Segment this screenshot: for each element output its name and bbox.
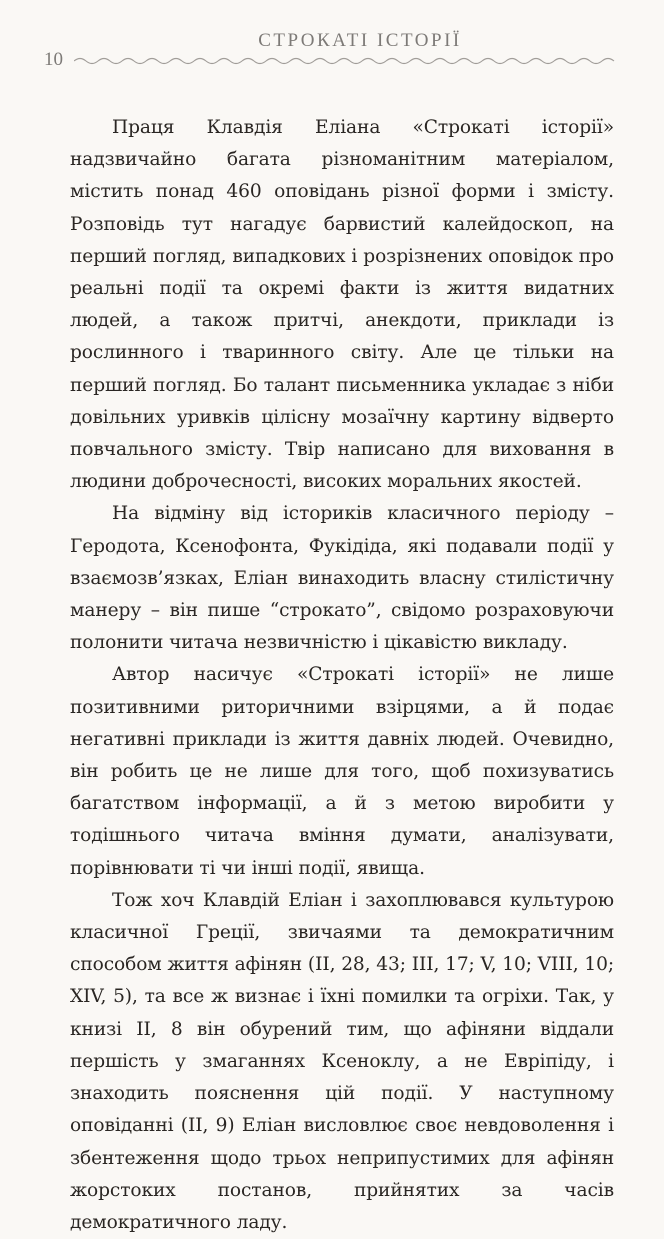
paragraph-2: На відміну від історикiв класичного періоду – Геродота, Ксенофонта, Фукідіда, які подавали події у взаємозв’язках, Еліан винаходить власну стилістичну манеру – він пише “строкато”, свідомо розраховуючи полонити читача незвичністю і цікавістю викладу.: [70, 503, 614, 654]
ornament-wavy-rule: [74, 55, 620, 67]
page-number: 10: [44, 49, 63, 70]
paragraph-4: Тож хоч Клавдій Еліан і захоплювався культурою класичної Греції, звичаями та демократичним способом життя афінян (II, 28, 43; III, 17; V, 10; VIII, 10; XIV, 5), та все ж визнає і їхні помилки та огріхи. Так, у книзі II, 8 він обурений тим, що афіняни віддали першість у змаганнях Ксеноклу, а не Евріпіду, і знаходить пояснення цій події. У наступному оповіданні (II, 9) Еліан висловлює своє невдоволення і збентеження щодо трьох неприпустимих для афінян жорстоких постанов, прийнятих за часів демократичного ладу.: [70, 889, 614, 1233]
running-title: СТРОКАТІ ІСТОРІЇ: [258, 30, 462, 51]
paragraph-3: Автор насичує «Строкаті історії» не лише позитивними риторичними взірцями, а й подає негативні приклади із життя давніх людей. Очевидно, він робить це не лише для того, щоб похизуватись багатством інформації, а й з метою виробити у тодішнього читача вміння думати, аналізувати, порівнювати ті чи інші події, явища.: [70, 664, 614, 879]
paragraph-1: Праця Клавдія Еліана «Строкаті історії» надзвичайно багата різноманітним матеріалом, містить понад 460 оповідань різної форми і змісту. Розповідь тут нагадує барвистий калейдоскоп, на перший погляд, випадкових і розрізнених оповідок про реальні події та окремі факти із життя видатних людей, а також притчі, анекдоти, приклади із рослинного і тваринного світу. Але це тільки на перший погляд. Бо талант письменника укладає з ніби довільних уривків цілісну мозаїчну картину відверто повчального змісту. Твір написано для виховання в людини доброчесності, високих моральних якостей.: [70, 117, 614, 493]
body-text: [70, 112, 614, 1239]
page-header: [0, 0, 664, 80]
